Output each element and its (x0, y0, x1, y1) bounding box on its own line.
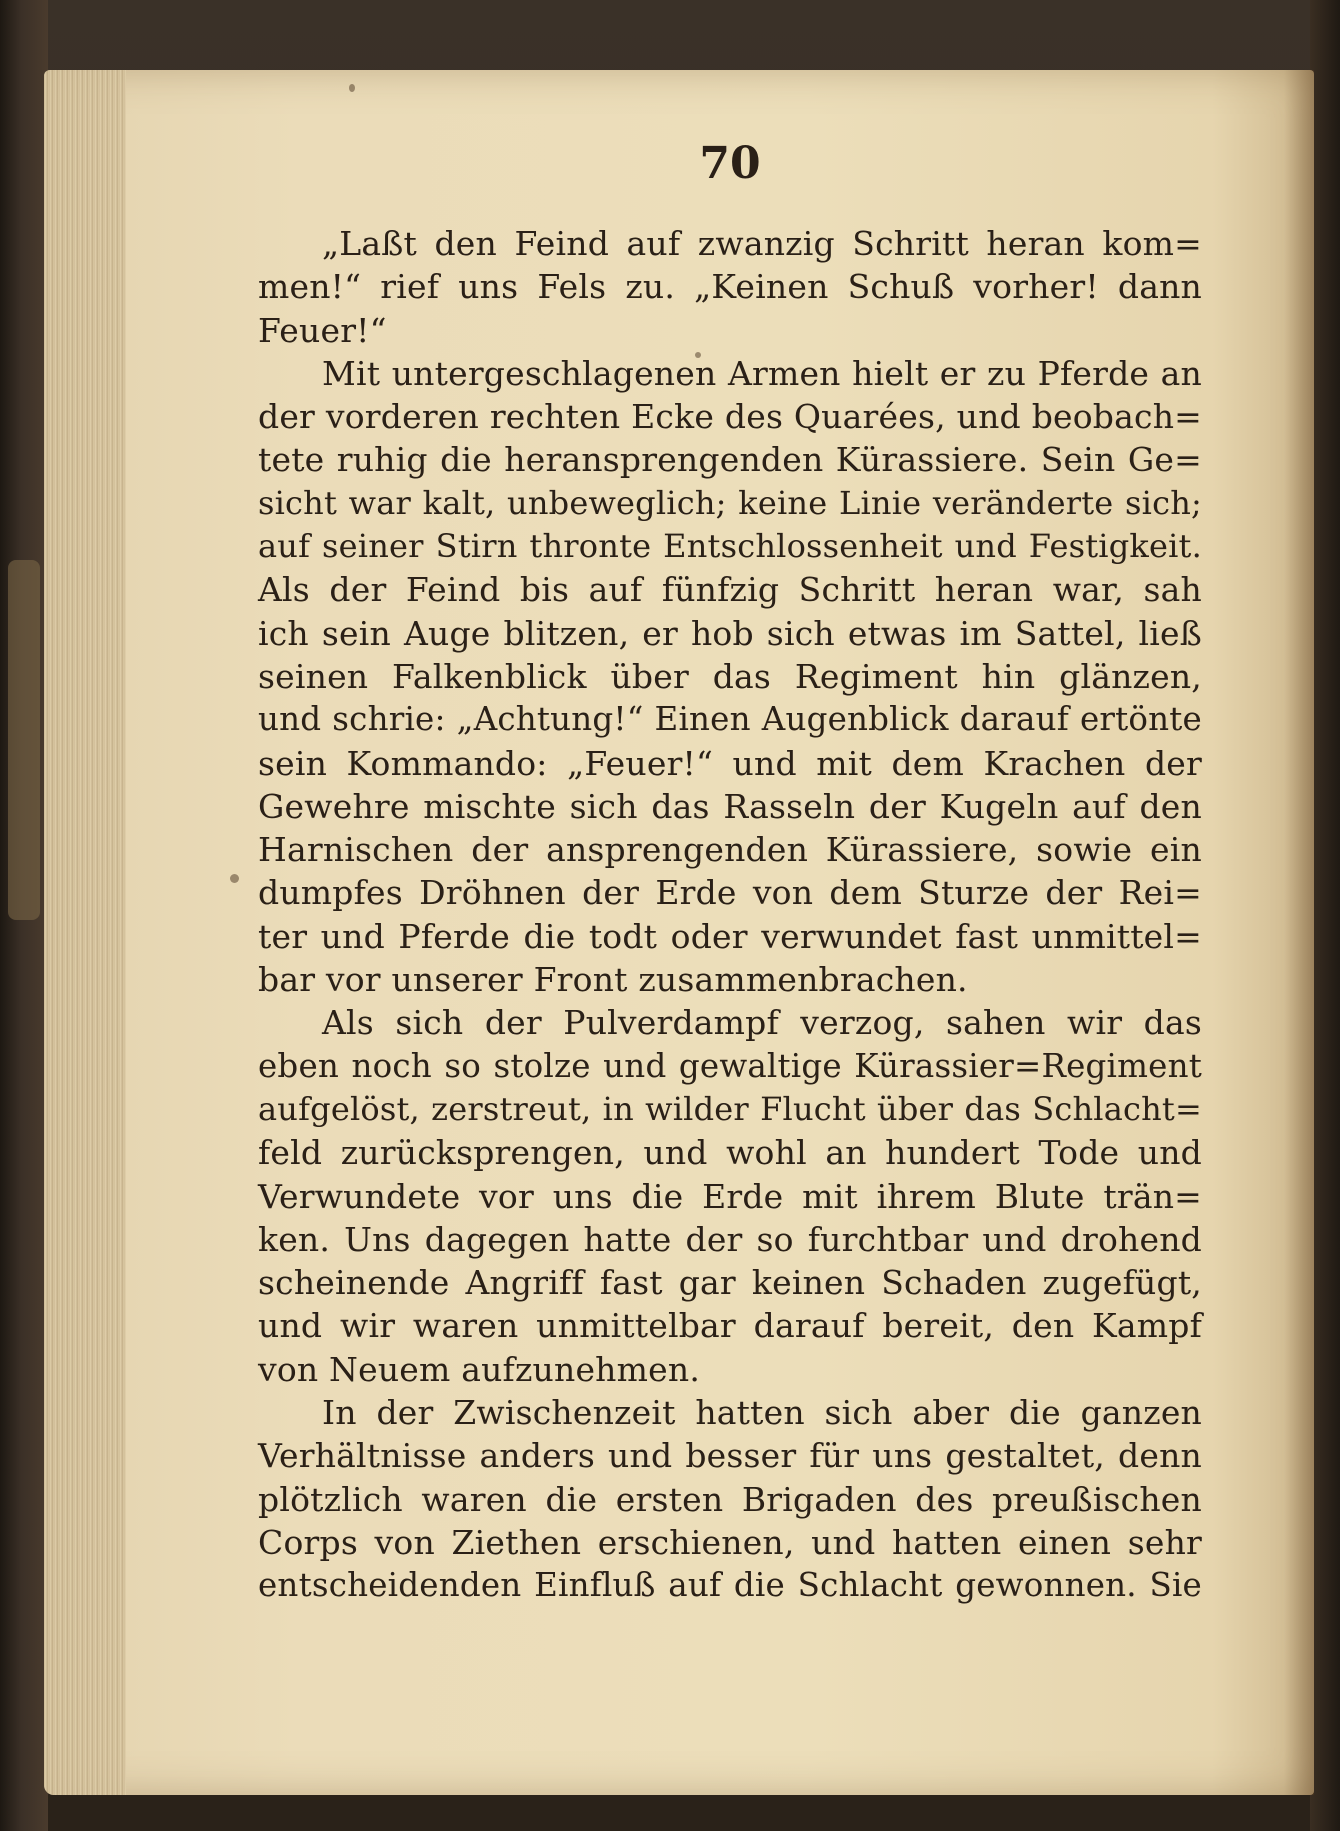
text-line: plötzlich waren die ersten Brigaden des preußischen (258, 1479, 1202, 1519)
text-line: Verhältnisse anders und besser für uns gestaltet, denn (258, 1436, 1202, 1476)
text-line: aufgelöst, zerstreut, in wilder Flucht über das Schlacht= (258, 1089, 1202, 1128)
body-text (258, 222, 1202, 1608)
text-line: eben noch so stolze und gewaltige Kürassier=Regiment (258, 1046, 1202, 1085)
text-line: Feuer!“ (258, 310, 387, 350)
text-line: tete ruhig die heransprengenden Kürassiere. Sein Ge= (258, 440, 1202, 480)
text-line: Als sich der Pulverdampf verzog, sahen wir das (322, 1003, 1202, 1043)
text-line: men!“ rief uns Fels zu. „Keinen Schuß vorher! dann (258, 267, 1202, 307)
text-line: seinen Falkenblick über das Regiment hin glänzen, (258, 656, 1202, 696)
text-line: der vorderen rechten Ecke des Quarées, und beobach= (258, 397, 1202, 437)
text-line: von Neuem aufzunehmen. (258, 1349, 701, 1389)
text-line: Corps von Ziethen erschienen, und hatten einen sehr (258, 1522, 1202, 1562)
ink-speck (230, 874, 239, 883)
page-stack-edges (44, 70, 126, 1795)
text-line: dumpfes Dröhnen der Erde von dem Sturze der Rei= (258, 873, 1202, 913)
text-line: ter und Pferde die todt oder verwundet fast unmittel= (258, 916, 1202, 956)
text-line: und schrie: „Achtung!“ Einen Augenblick darauf ertönte (258, 700, 1202, 739)
text-line: Gewehre mischte sich das Rasseln der Kugeln auf den (258, 786, 1202, 826)
book-cover-left-edge (0, 0, 48, 1831)
text-line: ich sein Auge blitzen, er hob sich etwas im Sattel, ließ (258, 613, 1202, 653)
text-line: Mit untergeschlagenen Armen hielt er zu Pferde an (322, 353, 1202, 393)
text-line: Verwundete vor uns die Erde mit ihrem Blute trän= (258, 1176, 1202, 1216)
text-line: sein Kommando: „Feuer!“ und mit dem Krachen der (258, 743, 1202, 783)
page-right-shadow (1284, 70, 1314, 1795)
book-cover-right-edge (1310, 0, 1340, 1831)
text-line: und wir waren unmittelbar darauf bereit, den Kampf (258, 1306, 1202, 1346)
text-line: auf seiner Stirn thronte Entschlossenheit und Festigkeit. (258, 527, 1202, 566)
text-line: In der Zwischenzeit hatten sich aber die ganzen (322, 1393, 1202, 1433)
text-line: Als der Feind bis auf fünfzig Schritt heran war, sah (258, 570, 1202, 610)
ink-speck (349, 84, 355, 92)
text-line: ken. Uns dagegen hatte der so furchtbar und drohend (258, 1219, 1202, 1259)
text-line: feld zurücksprengen, und wohl an hundert Tode und (258, 1133, 1202, 1173)
text-line: scheinende Angriff fast gar keinen Schaden zugefügt, (258, 1263, 1202, 1303)
text-line: bar vor unserer Front zusammenbrachen. (258, 960, 968, 1000)
text-line: „Laßt den Feind auf zwanzig Schritt heran kom= (322, 224, 1202, 263)
text-line: entscheidenden Einfluß auf die Schlacht gewonnen. Sie (258, 1566, 1202, 1605)
text-line: sicht war kalt, unbeweglich; keine Linie veränderte sich; (258, 483, 1202, 522)
text-line: Harnischen der ansprengenden Kürassiere, sowie ein (258, 830, 1202, 870)
page-number: 70 (699, 138, 761, 189)
